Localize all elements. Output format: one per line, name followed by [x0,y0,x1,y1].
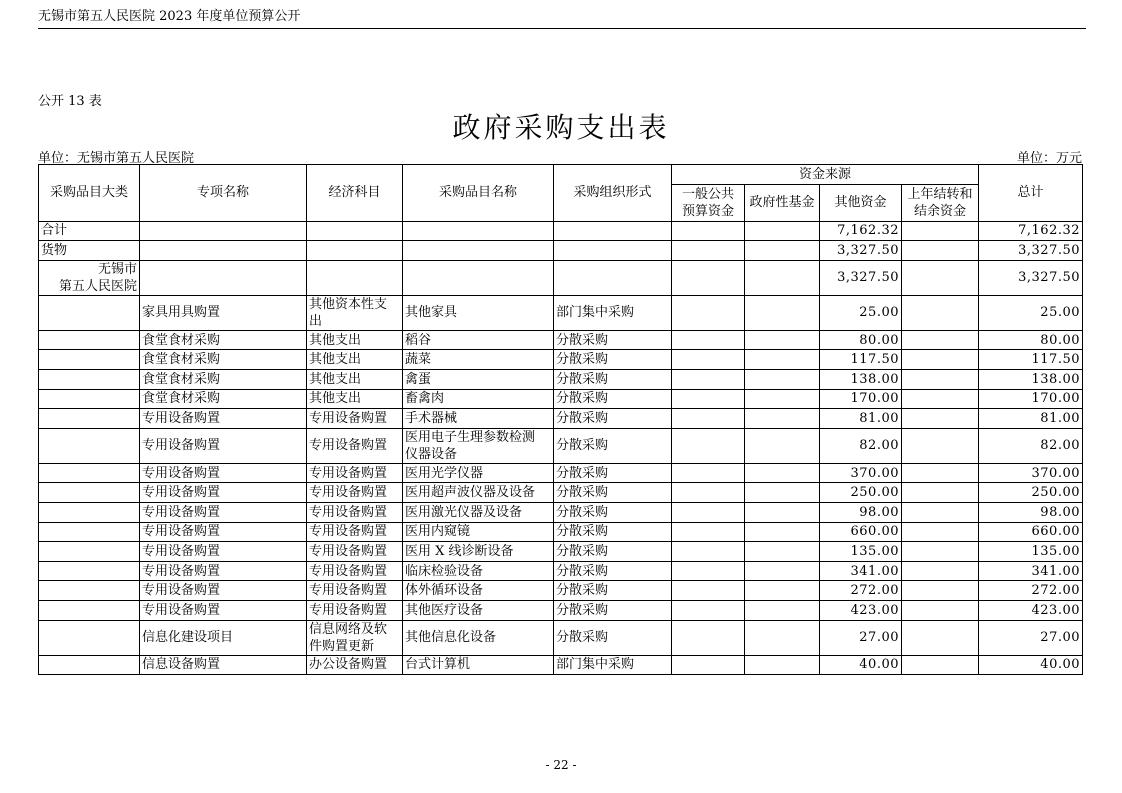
cell-carryover [902,350,979,370]
table-row [39,561,1083,581]
cell-category [39,502,140,522]
cell-total: 170.00 [979,389,1083,409]
table-row [39,350,1083,370]
cell-item: 医用内窥镜 [403,522,554,542]
cell-total: 660.00 [979,522,1083,542]
cell-carryover [902,330,979,350]
cell-category: 合计 [39,221,140,241]
cell-other: 117.50 [820,350,902,370]
cell-econ: 专用设备购置 [307,502,403,522]
cell-category [39,409,140,429]
cell-gov-fund [745,561,820,581]
cell-econ: 专用设备购置 [307,463,403,483]
cell-project: 专用设备购置 [140,428,307,463]
cell-project: 食堂食材采购 [140,369,307,389]
cell-general [672,409,745,429]
cell-gov-fund [745,350,820,370]
cell-general [672,241,745,261]
cell-category [39,620,140,655]
cell-carryover [902,655,979,675]
cell-other: 423.00 [820,600,902,620]
cell-general [672,463,745,483]
cell-gov-fund [745,522,820,542]
table-row [39,428,1083,463]
cell-gov-fund [745,542,820,562]
header-item: 采购品目名称 [403,165,554,222]
header-total: 总计 [979,165,1083,222]
cell-general [672,330,745,350]
procurement-table [38,164,1083,675]
cell-other: 138.00 [820,369,902,389]
cell-total: 81.00 [979,409,1083,429]
cell-gov-fund [745,620,820,655]
cell-item [403,221,554,241]
cell-total: 7,162.32 [979,221,1083,241]
cell-item: 医用超声波仪器及设备 [403,483,554,503]
table-row [39,483,1083,503]
cell-gov-fund [745,655,820,675]
cell-general [672,295,745,330]
cell-gov-fund [745,330,820,350]
cell-org-form: 分散采购 [554,502,672,522]
cell-project [140,241,307,261]
header-category: 采购品目大类 [39,165,140,222]
cell-total: 117.50 [979,350,1083,370]
cell-econ: 专用设备购置 [307,409,403,429]
cell-project: 专用设备购置 [140,463,307,483]
cell-econ [307,260,403,295]
cell-project: 食堂食材采购 [140,330,307,350]
cell-econ: 专用设备购置 [307,561,403,581]
cell-general [672,483,745,503]
cell-other: 82.00 [820,428,902,463]
unit-currency: 单位：万元 [1016,151,1082,166]
cell-carryover [902,241,979,261]
cell-total: 135.00 [979,542,1083,562]
cell-total: 341.00 [979,561,1083,581]
cell-econ [307,221,403,241]
cell-other: 370.00 [820,463,902,483]
cell-org-form: 分散采购 [554,483,672,503]
cell-gov-fund [745,483,820,503]
cell-item: 台式计算机 [403,655,554,675]
cell-project: 专用设备购置 [140,483,307,503]
cell-item: 医用光学仪器 [403,463,554,483]
table-row [39,369,1083,389]
cell-project: 专用设备购置 [140,561,307,581]
cell-carryover [902,483,979,503]
cell-carryover [902,428,979,463]
cell-gov-fund [745,241,820,261]
cell-econ: 其他资本性支 出 [307,295,403,330]
cell-general [672,542,745,562]
cell-item: 蔬菜 [403,350,554,370]
cell-carryover [902,409,979,429]
cell-item: 医用激光仪器及设备 [403,502,554,522]
cell-item: 其他医疗设备 [403,600,554,620]
cell-category [39,350,140,370]
cell-gov-fund [745,409,820,429]
cell-category [39,483,140,503]
cell-org-form: 分散采购 [554,463,672,483]
cell-project: 信息化建设项目 [140,620,307,655]
cell-gov-fund [745,221,820,241]
cell-project: 食堂食材采购 [140,350,307,370]
table-row [39,655,1083,675]
cell-total: 40.00 [979,655,1083,675]
cell-item: 畜禽肉 [403,389,554,409]
table-row [39,221,1083,241]
cell-other: 170.00 [820,389,902,409]
cell-econ: 专用设备购置 [307,428,403,463]
cell-item: 临床检验设备 [403,561,554,581]
cell-org-form: 分散采购 [554,428,672,463]
cell-econ: 专用设备购置 [307,483,403,503]
cell-total: 250.00 [979,483,1083,503]
cell-econ: 其他支出 [307,369,403,389]
cell-general [672,522,745,542]
table-row [39,409,1083,429]
cell-general [672,581,745,601]
cell-item: 医用电子生理参数检测 仪器设备 [403,428,554,463]
header-carryover: 上年结转和 结余资金 [902,184,979,221]
cell-org-form: 分散采购 [554,561,672,581]
cell-other: 272.00 [820,581,902,601]
cell-carryover [902,369,979,389]
cell-item: 禽蛋 [403,369,554,389]
cell-gov-fund [745,295,820,330]
cell-project: 专用设备购置 [140,522,307,542]
cell-carryover [902,542,979,562]
cell-item: 其他家具 [403,295,554,330]
cell-category [39,295,140,330]
cell-project: 专用设备购置 [140,409,307,429]
cell-carryover [902,389,979,409]
cell-gov-fund [745,581,820,601]
cell-item: 稻谷 [403,330,554,350]
cell-category [39,389,140,409]
cell-other: 3,327.50 [820,241,902,261]
cell-org-form: 分散采购 [554,581,672,601]
cell-org-form: 分散采购 [554,522,672,542]
cell-item: 手术器械 [403,409,554,429]
table-row [39,522,1083,542]
table-row [39,620,1083,655]
table-number: 公开 13 表 [38,94,102,109]
cell-category [39,330,140,350]
cell-general [672,428,745,463]
cell-project: 专用设备购置 [140,581,307,601]
unit-organization: 单位：无锡市第五人民医院 [38,151,195,166]
cell-other: 660.00 [820,522,902,542]
cell-project: 专用设备购置 [140,502,307,522]
cell-org-form: 分散采购 [554,600,672,620]
cell-carryover [902,502,979,522]
cell-project: 专用设备购置 [140,600,307,620]
table-row [39,241,1083,261]
page-number: - 22 - [545,758,577,772]
cell-other: 7,162.32 [820,221,902,241]
cell-econ: 其他支出 [307,350,403,370]
running-header: 无锡市第五人民医院 2023 年度单位预算公开 [38,9,1086,29]
cell-general [672,655,745,675]
table-row [39,295,1083,330]
cell-total: 98.00 [979,502,1083,522]
cell-item [403,260,554,295]
cell-org-form: 分散采购 [554,369,672,389]
cell-econ: 办公设备购置 [307,655,403,675]
cell-econ: 信息网络及软 件购置更新 [307,620,403,655]
table-row [39,600,1083,620]
cell-gov-fund [745,502,820,522]
cell-category [39,463,140,483]
cell-category [39,369,140,389]
cell-other: 25.00 [820,295,902,330]
header-gov-fund: 政府性基金 [745,184,820,221]
cell-total: 25.00 [979,295,1083,330]
cell-total: 80.00 [979,330,1083,350]
table-row [39,502,1083,522]
cell-econ [307,241,403,261]
cell-general [672,502,745,522]
cell-category [39,600,140,620]
cell-carryover [902,463,979,483]
cell-category: 货物 [39,241,140,261]
cell-gov-fund [745,463,820,483]
cell-total: 370.00 [979,463,1083,483]
table-row [39,542,1083,562]
cell-project: 食堂食材采购 [140,389,307,409]
header-fund-source: 资金来源 [672,165,979,185]
cell-general [672,221,745,241]
cell-other: 341.00 [820,561,902,581]
cell-gov-fund [745,389,820,409]
cell-project: 专用设备购置 [140,542,307,562]
cell-org-form [554,221,672,241]
header-project: 专项名称 [140,165,307,222]
header-other: 其他资金 [820,184,902,221]
cell-general [672,620,745,655]
cell-project [140,221,307,241]
cell-other: 98.00 [820,502,902,522]
cell-other: 135.00 [820,542,902,562]
cell-other: 250.00 [820,483,902,503]
cell-general [672,561,745,581]
cell-econ: 其他支出 [307,389,403,409]
cell-org-form: 分散采购 [554,330,672,350]
table-body [39,221,1083,675]
cell-other: 40.00 [820,655,902,675]
cell-general [672,389,745,409]
cell-category [39,581,140,601]
cell-gov-fund [745,600,820,620]
header-org-form: 采购组织形式 [554,165,672,222]
table-row [39,260,1083,295]
cell-total: 272.00 [979,581,1083,601]
cell-item: 体外循环设备 [403,581,554,601]
cell-org-form: 分散采购 [554,350,672,370]
cell-category [39,542,140,562]
cell-org-form: 分散采购 [554,620,672,655]
cell-carryover [902,620,979,655]
cell-project: 信息设备购置 [140,655,307,675]
cell-org-form: 部门集中采购 [554,655,672,675]
document-title: 政府采购支出表 [452,111,670,144]
cell-category [39,561,140,581]
cell-other: 81.00 [820,409,902,429]
cell-total: 3,327.50 [979,241,1083,261]
cell-total: 423.00 [979,600,1083,620]
header-econ: 经济科目 [307,165,403,222]
cell-org-form [554,241,672,261]
header-general: 一般公共 预算资金 [672,184,745,221]
cell-org-form: 分散采购 [554,389,672,409]
cell-category [39,655,140,675]
cell-general [672,369,745,389]
cell-item: 医用 X 线诊断设备 [403,542,554,562]
table-row [39,330,1083,350]
cell-org-form: 分散采购 [554,542,672,562]
cell-carryover [902,581,979,601]
cell-org-form [554,260,672,295]
cell-category: 无锡市 第五人民医院 [39,260,140,295]
cell-carryover [902,260,979,295]
cell-total: 27.00 [979,620,1083,655]
table-row [39,463,1083,483]
cell-item [403,241,554,261]
cell-carryover [902,295,979,330]
cell-item: 其他信息化设备 [403,620,554,655]
cell-other: 80.00 [820,330,902,350]
cell-econ: 专用设备购置 [307,600,403,620]
cell-project: 家具用具购置 [140,295,307,330]
cell-gov-fund [745,428,820,463]
table-row [39,389,1083,409]
cell-econ: 专用设备购置 [307,522,403,542]
cell-general [672,600,745,620]
cell-project [140,260,307,295]
cell-other: 27.00 [820,620,902,655]
cell-total: 82.00 [979,428,1083,463]
cell-carryover [902,600,979,620]
cell-carryover [902,561,979,581]
cell-general [672,260,745,295]
cell-econ: 其他支出 [307,330,403,350]
cell-total: 138.00 [979,369,1083,389]
cell-econ: 专用设备购置 [307,542,403,562]
cell-carryover [902,221,979,241]
table-row [39,581,1083,601]
cell-carryover [902,522,979,542]
cell-gov-fund [745,260,820,295]
cell-total: 3,327.50 [979,260,1083,295]
cell-category [39,428,140,463]
cell-other: 3,327.50 [820,260,902,295]
cell-org-form: 部门集中采购 [554,295,672,330]
cell-org-form: 分散采购 [554,409,672,429]
cell-econ: 专用设备购置 [307,581,403,601]
cell-general [672,350,745,370]
cell-gov-fund [745,369,820,389]
cell-category [39,522,140,542]
